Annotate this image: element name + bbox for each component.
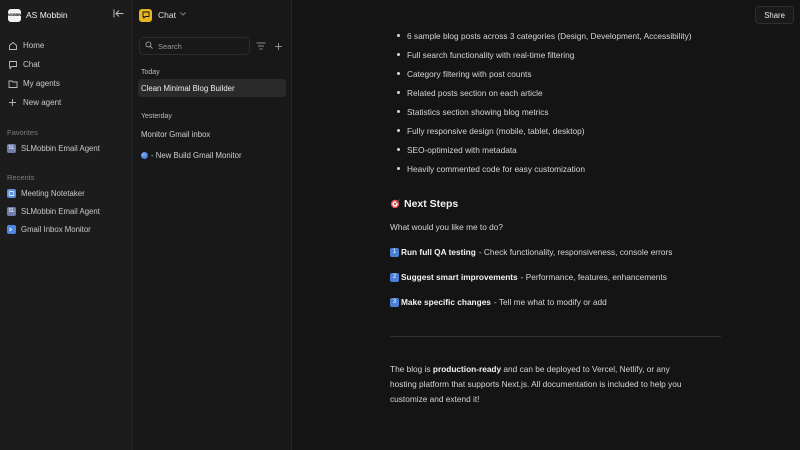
nav-chat[interactable] xyxy=(0,55,132,74)
folder-icon xyxy=(7,78,18,89)
main-content xyxy=(292,0,800,450)
option-desc: - Performance, features, enhancements xyxy=(520,272,667,282)
number-3-icon: 3 xyxy=(390,298,399,307)
home-icon xyxy=(7,40,18,51)
conversation-item[interactable] xyxy=(138,125,286,143)
workspace-name: AS Mobbin xyxy=(26,10,68,20)
next-steps-title: Next Steps xyxy=(404,198,459,210)
option-desc: - Tell me what to modify or add xyxy=(493,297,607,307)
nav-my-agents-label: My agents xyxy=(23,79,60,88)
option-item xyxy=(390,272,667,282)
list-item: Category filtering with post counts xyxy=(407,69,532,79)
recent-item-label: Meeting Notetaker xyxy=(21,188,85,198)
list-item: SEO-optimized with metadata xyxy=(407,145,517,155)
chat-badge-icon xyxy=(139,9,152,22)
chat-panel-title: Chat xyxy=(158,10,176,20)
nav-new-agent[interactable] xyxy=(0,93,132,112)
list-item: Statistics section showing blog metrics xyxy=(407,107,549,117)
nav-my-agents[interactable] xyxy=(0,74,132,93)
conversation-title: Monitor Gmail inbox xyxy=(141,129,211,139)
search-icon xyxy=(145,41,153,51)
search-box[interactable] xyxy=(139,37,250,55)
list-item: Heavily commented code for easy customization xyxy=(407,164,586,174)
plus-icon xyxy=(7,97,18,108)
nav-home[interactable] xyxy=(0,36,132,55)
group-label: Today xyxy=(141,68,160,76)
group-label: Yesterday xyxy=(141,112,172,120)
option-desc: - Check functionality, responsiveness, console errors xyxy=(478,247,673,257)
nav-new-agent-label: New agent xyxy=(23,98,62,107)
list-item: Full search functionality with real-time filtering xyxy=(407,50,575,60)
number-2-icon: 2 xyxy=(390,273,399,282)
recents-title: Recents xyxy=(7,172,35,182)
share-button[interactable]: Share xyxy=(755,6,794,24)
sidebar xyxy=(0,0,133,450)
option-item xyxy=(390,297,607,307)
chat-bubble-icon xyxy=(7,59,18,70)
option-title: Make specific changes xyxy=(401,297,491,307)
new-chat-plus-icon[interactable] xyxy=(272,40,284,52)
conversation-title: Clean Minimal Blog Builder xyxy=(141,83,235,93)
closing-bold: production-ready xyxy=(432,364,502,374)
conversation-item[interactable] xyxy=(138,79,286,97)
section-heading xyxy=(390,198,458,210)
recent-item[interactable] xyxy=(0,220,132,238)
recent-item-label: Gmail Inbox Monitor xyxy=(21,224,91,234)
option-item xyxy=(390,247,672,257)
closing-text: The blog is xyxy=(390,364,433,374)
notetaker-icon xyxy=(7,189,16,198)
collapse-sidebar-icon[interactable] xyxy=(112,9,124,21)
target-icon xyxy=(390,199,400,209)
chat-panel-header[interactable] xyxy=(133,0,291,30)
closing-text: customize and extend it! xyxy=(390,394,480,404)
recent-item[interactable] xyxy=(0,202,132,220)
number-1-icon: 1 xyxy=(390,248,399,257)
chevron-down-icon[interactable] xyxy=(180,12,186,18)
recent-item-label: SLMobbin Email Agent xyxy=(21,206,100,216)
recent-item[interactable] xyxy=(0,184,132,202)
divider xyxy=(390,336,721,337)
agent-avatar: SL xyxy=(8,208,15,214)
list-item: Fully responsive design (mobile, tablet, desktop) xyxy=(407,126,585,136)
workspace-header[interactable] xyxy=(0,0,132,30)
filter-icon[interactable] xyxy=(255,40,267,52)
question-text: What would you like me to do? xyxy=(390,222,503,232)
agent-orb-icon xyxy=(141,152,148,159)
option-title: Run full QA testing xyxy=(401,247,476,257)
conversation-item[interactable] xyxy=(138,146,286,164)
search-input[interactable] xyxy=(158,42,248,51)
list-item: 6 sample blog posts across 3 categories (Design, Development, Accessibility) xyxy=(407,31,692,41)
chat-list-panel xyxy=(133,0,292,450)
list-item: Related posts section on each article xyxy=(407,88,543,98)
nav-chat-label: Chat xyxy=(23,60,40,69)
inbox-monitor-icon xyxy=(7,225,16,234)
closing-text: and can be deployed to Vercel, Netlify, or any xyxy=(501,364,670,374)
conversation-title: - New Build Gmail Monitor xyxy=(151,150,242,160)
favorites-title: Favorites xyxy=(7,127,38,137)
closing-paragraph xyxy=(390,362,722,407)
agent-avatar: SL xyxy=(8,145,15,151)
workspace-logo: MOBBIN xyxy=(8,9,21,22)
favorite-item-label: SLMobbin Email Agent xyxy=(21,143,100,153)
closing-text: hosting platform that supports Next.js. All documentation is included to help you xyxy=(390,379,682,389)
option-title: Suggest smart improvements xyxy=(401,272,518,282)
favorite-item[interactable] xyxy=(0,139,132,157)
nav-home-label: Home xyxy=(23,41,45,50)
